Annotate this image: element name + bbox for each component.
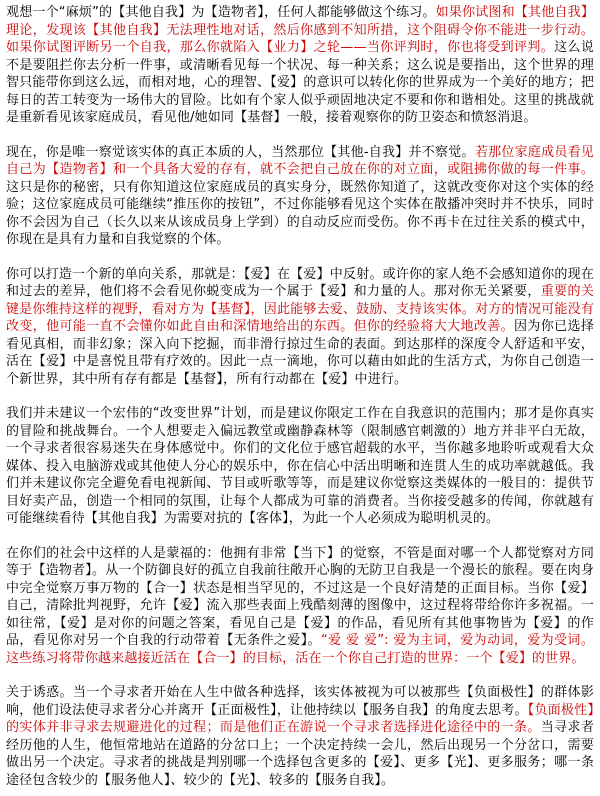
paragraph-3	[6, 266, 594, 389]
paragraph-5-text-1: 在你们的社会中这样的人是蒙福的：他拥有非常【当下】的觉察，不管是面对哪一个人都觉察对方同等于【造物者】。从一个防御良好的孤立自我前往敞开心胸的无防卫自我是一个漫长的旅程。要在肉身中完全觉察万事万物的【合一】状态是相当罕见的，不过这是一个良好清楚的正面目标。当你【爱】自己，清除批判视野，允许【爱】流入那些表面上残酷刻薄的图像中，这过程将带给你许多祝福。一如往常，【爱】是对你的问题之答案，看见自己是【爱】的作品，看见所有其他事物皆为【爱】的作品，看见你对另一个自我的行动带着【无条件之爱】。	[6, 545, 594, 648]
paragraph-1	[6, 4, 594, 127]
paragraph-1-text-1: 观想一个“麻烦”的【其他自我】为【造物者】，任何人都能够做这个练习。	[6, 5, 436, 20]
paragraph-4	[6, 405, 594, 528]
paragraph-5-highlight: “爱 爱 爱”: 爱为主词，爱为动词，爱为受词。这些练习将带你越来越接近活在【合一】的目标，活在一个你自己打造的世界：一个【爱】的世界。	[6, 633, 594, 666]
paragraph-2-text-1: 现在，你是唯一察觉该实体的真正本质的人，当然那位【其他-自我】并不察觉。	[6, 144, 475, 160]
paragraph-gap	[6, 249, 594, 266]
paragraph-6-text-1: 关于诱惑。当一个寻求者开始在人生中做各种选择，该实体被视为可以被那些【负面极性】的群体影响，他们设法使寻求者分心并离开【正面极性】，让他持续以【服务自我】的角度去思考。	[6, 685, 594, 718]
paragraph-1-highlight: 如果你试图和【其他自我】理论，发现该【其他自我】无法理性地对话，然后你感到不知所措，这个阻碍令你不能进一步行动。如果你试图评断另一个自我，那么你就陷入【业力】之轮——当你评判时，你也将受到评判。	[6, 5, 594, 55]
paragraph-3-text-2: 因为你已选择看见真相，而非幻象；深入向下挖掘，而非滑行掠过生命的表面。到达那样的深度令人舒适和平安，活在【爱】中是喜悦且带有疗效的。因此一点一滴地，你可以藉由如此的生活方式，为你自己创造一个新世界，其中所有存有都是【基督】，所有行动都在【爱】中进行。	[6, 319, 594, 387]
paragraph-6	[6, 684, 594, 789]
paragraph-gap	[6, 667, 594, 684]
paragraph-gap	[6, 127, 594, 144]
paragraph-6-highlight: 【负面极性】的实体并非寻求去规避进化的过程；而是他们正在游说一个寻求者选择进化途径中的一条。	[6, 702, 594, 735]
paragraph-2-text-2: 这只是你的秘密，只有你知道这位家庭成员的真实身分，既然你知道了，这就改变你对这个实体的经验；这位家庭成员可能继续“推压你的按钮”，不过你能够看见这个实体在散播冲突时并不快乐，同时你不会因为自己（长久以来从该成员身上学到）的自动反应而受伤。你不再卡在过往关系的模式中，你现在是具有力量和自我觉察的个体。	[6, 179, 594, 247]
paragraph-gap	[6, 388, 594, 405]
paragraph-6-text-2: 当寻求者经历他的人生，他恒常地站在道路的分岔口上；一个决定持续一会儿，然后出现另一个分岔口，需要做出另一个决定。寻求者的挑战是判别哪一个选择包含更多的【爱】、更多【光】、更多服务；哪一条途径包含较少的【服务他人】、较少的【光】、较多的【服务自我】。	[6, 720, 594, 788]
paragraph-3-text-1: 你可以打造一个新的单向关系，那就是：【爱】在【爱】中反射。或许你的家人绝不会感知道你的现在和过去的差异，他们将不会看见你蜕变成为一个属于【爱】和力量的人。那对你无关紧要，	[6, 266, 594, 299]
paragraph-3-highlight: 重要的关键是你维持这样的视野，看对方为【基督】，因此能够去爱、鼓励、支持该实体。对方的情况可能没有改变，他可能一直不会懂你如此自由和深情地给出的东西。但你的经验将大大地改善。	[6, 284, 594, 334]
paragraph-5	[6, 545, 594, 668]
paragraph-gap	[6, 528, 594, 545]
paragraph-2	[6, 144, 594, 249]
paragraph-1-text-2: 这么说不是要阻拦你去分析一件事，或清晰看见每一个状况、每一种关系；这么说是要指出，这个世界的理智只能带你到这么远，而相对地，心的理智、【爱】的意识可以转化你的世界成为一个美好的地方；把每日的苦工转变为一场伟大的冒险。比如有个家人似乎顽固地决定不要和你和谐相处。这里的挑战就是重新看见该家庭成员，看见他/她如同【基督】一般，接着观察你的防卫姿态和愤怒消退。	[6, 40, 594, 125]
paragraph-4-text-1: 我们并未建议一个宏伟的“改变世界”计划，而是建议你限定工作在自我意识的范围内；那才是你真实的冒险和挑战舞台。一个人想要走入偏远教堂或幽静森林等（限制感官刺激的）地方并非平白无故，一个寻求者很容易迷失在身体感觉中。你们的文化位于感官超载的水平，当你越多地聆听或观看大众媒体、投入电脑游戏或其他使人分心的娱乐中，你在信心中活出明晰和连贯人生的成功率就越低。我们并未建议你完全避免看电视新闻、节目或听歌等等，而是建议你觉察这类媒体的一般目的：提供节目好卖产品，创造一个相同的氛围，让每个人都成为可靠的消费者。当你接受越多的传闻，你就越有可能继续看待【其他自我】为需要对抗的【客体】，为此一个人必须成为聪明机灵的。	[6, 406, 594, 526]
paragraph-2-highlight: 若那位家庭成员看见自己为【造物者】和一个具备大爱的存有，就不会把自己放在你的对立面，或阻拂你做的每一件事。	[6, 144, 594, 177]
